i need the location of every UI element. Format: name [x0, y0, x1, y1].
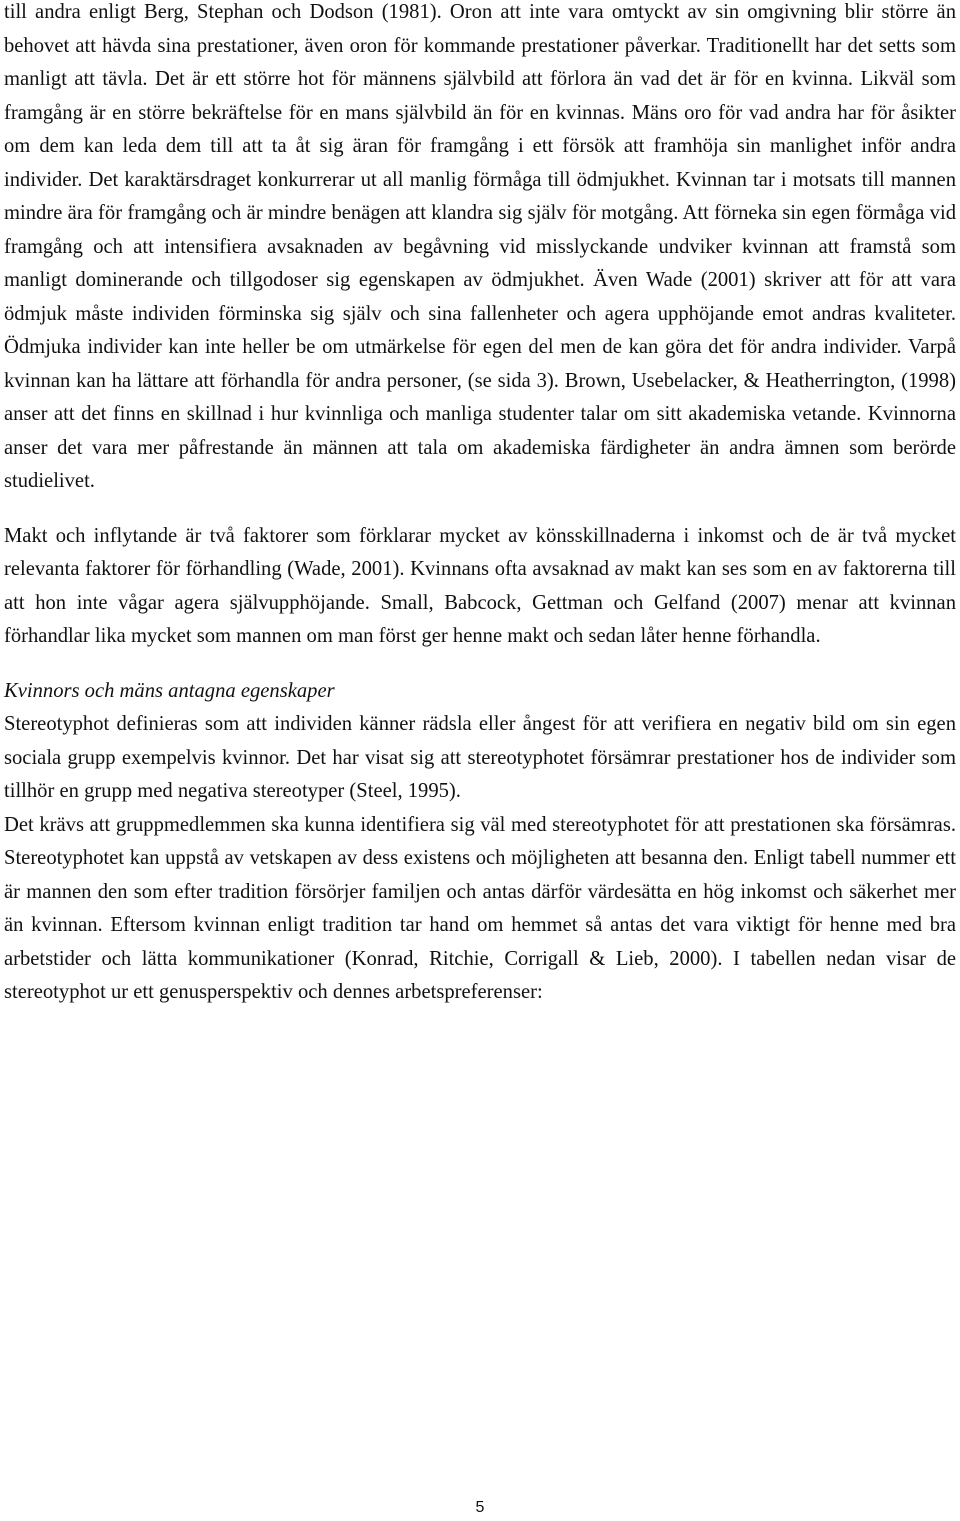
body-paragraph: till andra enligt Berg, Stephan och Dodson (1981). Oron att inte vara omtyckt av sin omgivning blir större än behovet att hävda sina prestationer, även oron för kommande prestationer påverkar. Traditionellt har det setts som manligt att tävla. Det är ett större hot för männens självbild att förlora än vad det är för en kvinna. Likväl som framgång är en större bekräftelse för en mans självbild än för en kvinnas. Mäns oro för vad andra har för åsikter om dem kan leda dem till att ta åt sig äran för framgång i ett försök att framhöja sin manlighet inför andra individer. Det karaktärsdraget konkurrerar ut all manlig förmåga till ödmjukhet. Kvinnan tar i motsats till mannen mindre ära för framgång och är mindre benägen att klandra sig själv för motgång. Att förneka sin egen förmåga vid framgång och att intensifiera avsaknaden av begåvning vid misslyckande undviker kvinnan att framstå som manligt dominerande och tillgodoser sig egenskapen av ödmjukhet. Även Wade (2001) skriver att för att vara ödmjuk måste individen förminska sig själv och sina fallenheter och agera upphöjande emot andras kvaliteter. Ödmjuka individer kan inte heller be om utmärkelse för egen del men de kan göra det för andra individer. Varpå kvinnan kan ha lättare att förhandla för andra personer, (se sida 3). Brown, Usebelacker, & Heatherrington, (1998) anser att det finns en skillnad i hur kvinnliga och manliga studenter talar om sitt akademiska vetande. Kvinnorna anser det vara mer påfrestande än männen att tala om akademiska färdigheter än andra ämnen som berörde studielivet.: [4, 1, 956, 492]
section-paragraph: Det krävs att gruppmedlemmen ska kunna identifiera sig väl med stereotyphotet för att prestationen ska försämras. Stereotyphotet kan uppstå av vetskapen av dess existens och möjligheten att besanna den. Enligt tabell nummer ett är mannen den som efter tradition försörjer familjen och antas därför värdesätta en hög inkomst och säkerhet mer än kvinnan. Eftersom kvinnan enligt tradition tar hand om hemmet så antas det vara viktigt för henne med bra arbetstider och lätta kommunikationer (Konrad, Ritchie, Corrigall & Lieb, 2000). I tabellen nedan visar de stereotyphot ur ett genusperspektiv och dennes arbetspreferenser:: [4, 813, 956, 1003]
section-heading: Kvinnors och mäns antagna egenskaper: [4, 679, 335, 702]
page-number: 5: [475, 1499, 485, 1516]
body-paragraph: Makt och inflytande är två faktorer som förklarar mycket av könsskillnaderna i inkomst och de är två mycket relevanta faktorer för förhandling (Wade, 2001). Kvinnans ofta avsaknad av makt kan ses som en av faktorerna till att hon inte vågar agera självupphöjande. Small, Babcock, Gettman och Gelfand (2007) menar att kvinnan förhandlar lika mycket som mannen om man först ger henne makt och sedan låter henne förhandla.: [4, 524, 956, 647]
section-paragraph: Stereotyphot definieras som att individen känner rädsla eller ångest för att verifiera en negativ bild om sin egen sociala grupp exempelvis kvinnor. Det har visat sig att stereotyphotet försämrar prestationer hos de individer som tillhör en grupp med negativa stereotyper (Steel, 1995).: [4, 713, 956, 802]
document-page: [4, 0, 956, 1010]
